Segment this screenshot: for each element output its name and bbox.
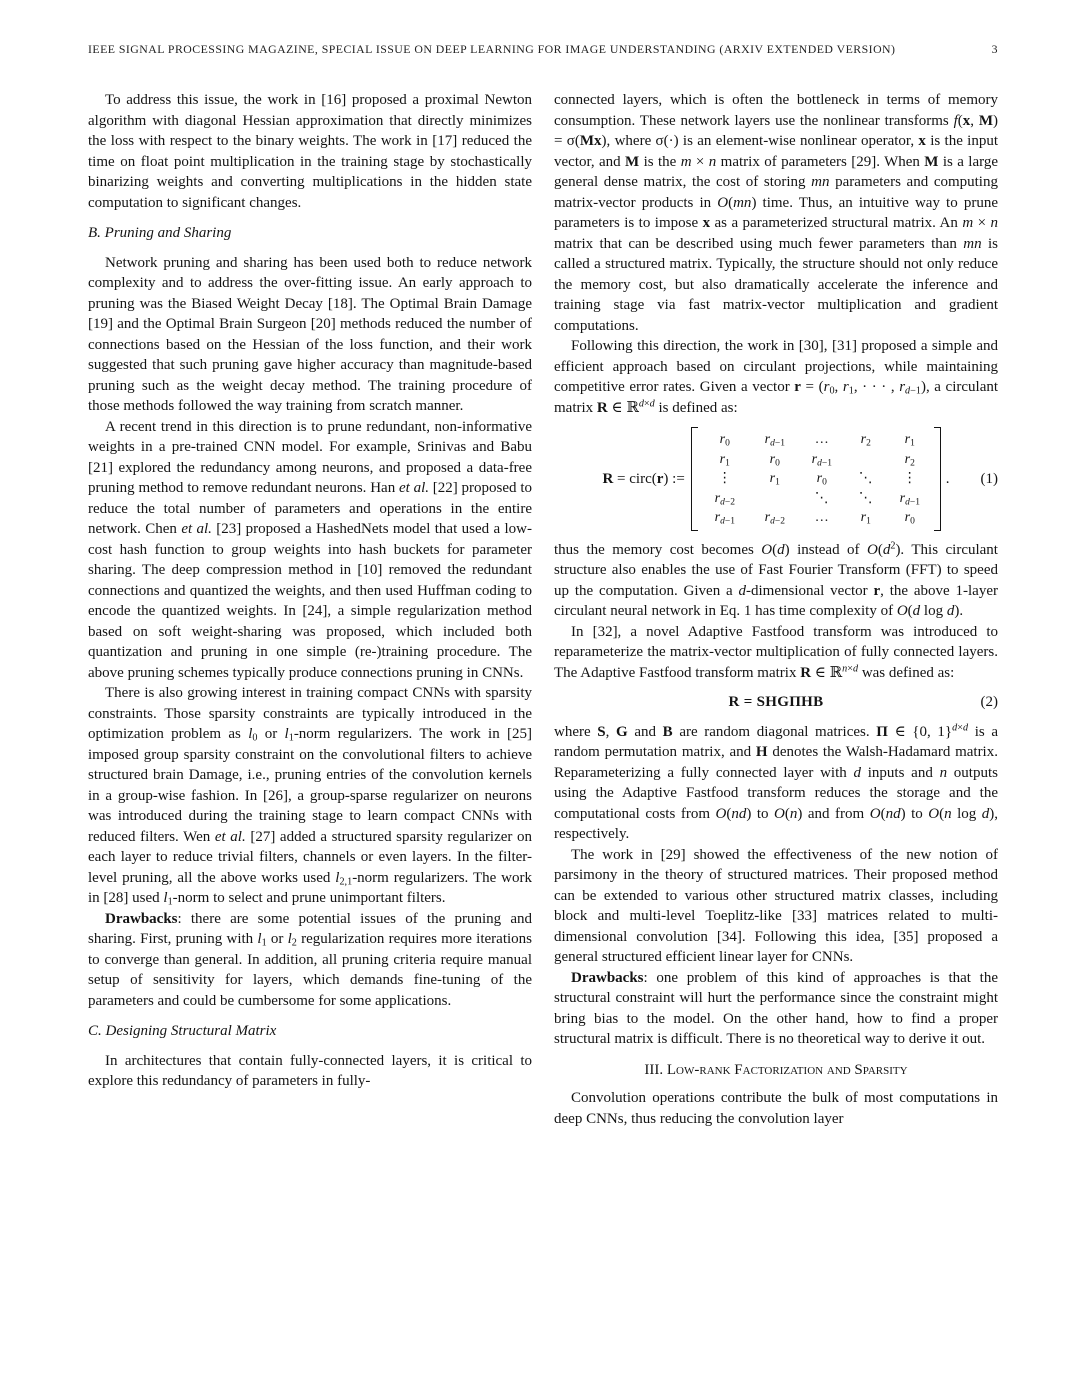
paragraph-structural-matrix-intro: In architectures that contain fully-connected layers, it is critical to explore this redundancy of parameters in fully- — [88, 1052, 532, 1089]
matrix-grid — [698, 427, 934, 531]
matrix-cell: $r_1$ — [769, 471, 780, 488]
paragraph-parsimony: The work in [29] showed the effectiveness of the new notion of parsimony in the theory of structured matrices. Their proposed method can be extended to various other structured matrix classes, including block and multi-level Toeplitz-like [33] matrices related to multi-dimensional convolution [34]. Following this idea, [35] proposed a general structured efficient linear layer for CNNs. — [554, 846, 998, 965]
matrix-cell — [750, 489, 800, 509]
equation-fastfood — [554, 692, 998, 713]
matrix-cell: $r_{d-1}$ — [899, 490, 920, 507]
paragraph-pruning-trend: A recent trend in this direction is to prune redundant, non-informative weights in a pre-trained CNN model. For example, Srinivas and Babu [21] explored the redundancy among neurons, and proposed a data-free pruning method to remove redundant neurons. Han et al. [22] proposed to reduce the total number of parameters and operations in the entire network. Chen et al. [23] proposed a HashedNets model that used a low-cost hash function to group weights into hash buckets for parameter sharing. The deep compression method in [10] removed the redundant connections and quantized the weights, and then used Huffman coding to encode the quantized weights. In [24], a simple regularization method based on soft weight-sharing was proposed, which included both quantization and pruning in one simple (re-)training procedure. The above pruning schemes typically produce connections pruning in CNNs. — [88, 418, 532, 681]
matrix-cell: ⋱ — [814, 490, 829, 506]
paragraph-pruning-drawbacks: Drawbacks: there are some potential issues of the pruning and sharing. First, pruning with $l_1$ or $l_2$ regularization requires more iterations to converge than general. In addition, all pruning criteria require manual setup of sensitivity for layers, which demands fine-tuning of the parameters and could be cumbersome for some applications. — [88, 910, 533, 1009]
matrix-cell — [844, 450, 888, 470]
matrix-cell: $r_2$ — [904, 451, 915, 468]
matrix-cell: $r_{d-1}$ — [811, 451, 832, 468]
left-bracket — [691, 427, 698, 531]
page-number: 3 — [991, 42, 998, 56]
matrix-cell: $r_2$ — [860, 432, 871, 449]
matrix-cell: $r_1$ — [860, 510, 871, 527]
matrix-cell: $r_{d-2}$ — [714, 490, 735, 507]
matrix-cell: $r_{d-1}$ — [714, 510, 735, 527]
right-bracket — [934, 427, 941, 531]
equation-number-2: (2) — [980, 694, 998, 710]
paragraph-structural-drawbacks: Drawbacks: one problem of this kind of approaches is that the structural constraint will hurt the performance since the constraint might bring bias to the model. On the other hand, how to find a proper structural matrix is difficult. There is no theoretical way to derive it out. — [554, 969, 998, 1047]
paragraph-pruning-intro: Network pruning and sharing has been used both to reduce network complexity and to address the over-fitting issue. An early approach to pruning was the Biased Weight Decay [18]. The Optimal Brain Damage [19] and the Optimal Brain Surgeon [20] methods reduced the number of connections based on the Hessian of the loss function, and their work suggested that such pruning gave higher accuracy than magnitude-based pruning such as the weight decay method. The training procedure of those methods followed the way training from scratch manner. — [88, 254, 532, 414]
matrix-cell: $r_{d-1}$ — [764, 432, 785, 449]
paragraph-memory-cost: thus the memory cost becomes O(d) instead of $O(d^2)$. This circulant structure also enables the use of Fast Fourier Transform (FFT) to speed up the computation. Given a d-dimensional vector r, the above 1-layer circulant neural network in Eq. 1 has time complexity of O(d log d). — [554, 539, 998, 619]
paragraph-binary-weights: To address this issue, the work in [16] proposed a proximal Newton algorithm with diagonal Hessian approximation that directly minimizes the loss with respect to the binary weights. The work in [17] reduced the time on float point multiplication in the training stage by stochastically binarizing weights and converting multiplications in the hidden state computation to significant changes. — [88, 92, 532, 211]
matrix-cell: ⋮ — [902, 471, 917, 486]
running-header-title: IEEE SIGNAL PROCESSING MAGAZINE, SPECIAL ISSUE ON DEEP LEARNING FOR IMAGE UNDERSTANDING (ARXIV EXTENDED VERSION) — [88, 42, 896, 56]
equation-body: R = SHGΠHB — [728, 694, 824, 710]
equation-circulant-matrix — [554, 427, 998, 531]
matrix-cell: $r_{d-2}$ — [764, 510, 785, 527]
paragraph-fastfood-transform: In [32], a novel Adaptive Fastfood transform was introduced to reparameterize the matrix-vector multiplication of fully connected layers. The Adaptive Fastfood transform matrix R ∈ ℝ$^{n\times d}$ was defined as: — [554, 623, 998, 681]
matrix-cell: $r_0$ — [816, 471, 827, 488]
two-column-body — [88, 90, 998, 1129]
matrix-cell: $r_1$ — [719, 451, 730, 468]
section-heading-structural-matrix: C. Designing Structural Matrix — [88, 1023, 277, 1039]
matrix-cell: ⋱ — [858, 471, 873, 486]
equation-suffix: . — [945, 470, 950, 487]
paragraph-fastfood-details: where S, G and B are random diagonal matrices. Π ∈ {0, 1}$^{d\times d}$ is a random permutation matrix, and H denotes the Walsh-Hadamard matrix. Reparameterizing a fully connected layer with d inputs and n outputs using the Adaptive Fastfood transform reduces the storage and the computational costs from O(nd) to O(n) and from O(nd) to O(n log d), respectively. — [554, 721, 999, 842]
matrix-cell: $r_0$ — [904, 510, 915, 527]
left-column — [88, 90, 532, 1129]
matrix-cell: ⋮ — [717, 471, 732, 486]
matrix-cell: $r_1$ — [904, 432, 915, 449]
matrix-cell: … — [814, 432, 829, 447]
equation-number-1: (1) — [980, 470, 998, 487]
matrix-cell: … — [814, 510, 829, 525]
matrix-cell: $r_0$ — [719, 432, 730, 449]
matrix-cell: $r_0$ — [769, 451, 780, 468]
paragraph-convolution-intro: Convolution operations contribute the bulk of most computations in deep CNNs, thus reducing the convolution layer — [554, 1090, 998, 1127]
paragraph-circulant-projections: Following this direction, the work in [30], [31] proposed a simple and efficient approach based on circulant projections, while maintaining competitive error rates. Given a vector $r = (r_0$, $r_1$, · · · , $r_{d-1}$), a circulant matrix R ∈ ℝ$^{d\times d}$ is defined as: — [554, 338, 999, 416]
circulant-matrix — [691, 427, 941, 531]
paragraph-sparsity-constraints: There is also growing interest in training compact CNNs with sparsity constraints. Those sparsity constraints are typically introduced in the optimization problem as $l_0$ or $l_1$-norm regularizers. The work in [25] imposed group sparsity constraint on the convolutional filters to achieve structured brain Damage, i.e., pruning entries of the convolution kernels in a group-wise fashion. In [26], a group-sparse regularizer on neurons was introduced during the training stage to learn compact CNNs with reduced filters. Wen et al. [27] added a structured sparsity regularizer on each layer to reduce trivial filters, channels or even layers. In the filter-level pruning, all the above works used $l_{2,1}$-norm regularizers. The work in [28] used $l_1$-norm to select and prune unimportant filters. — [88, 685, 533, 908]
matrix-cell: ⋱ — [858, 490, 873, 506]
section-heading-low-rank: III. Low-rank Factorization and Sparsity — [644, 1061, 908, 1078]
right-column — [554, 90, 998, 1129]
paragraph-connected-layers: connected layers, which is often the bottleneck in terms of memory consumption. These network layers use the nonlinear transforms f(x, M) = σ(Mx), where σ(·) is an element-wise nonlinear operator, x is the input vector, and M is the m × n matrix of parameters [29]. When M is a large general dense matrix, the cost of storing mn parameters and computing matrix-vector products in O(mn) time. Thus, an intuitive way to prune parameters is to impose x as a parameterized structural matrix. An m × n matrix that can be described using much fewer parameters than mn is called a structured matrix. Typically, the structure should not only reduce the memory cost, but also dramatically accelerate the inference and training stage via fast matrix-vector multiplication and gradient computations. — [554, 92, 998, 334]
section-heading-pruning-and-sharing: B. Pruning and Sharing — [88, 225, 232, 241]
running-header — [88, 42, 998, 57]
equation-lhs: R = circ(r) := — [602, 470, 685, 487]
